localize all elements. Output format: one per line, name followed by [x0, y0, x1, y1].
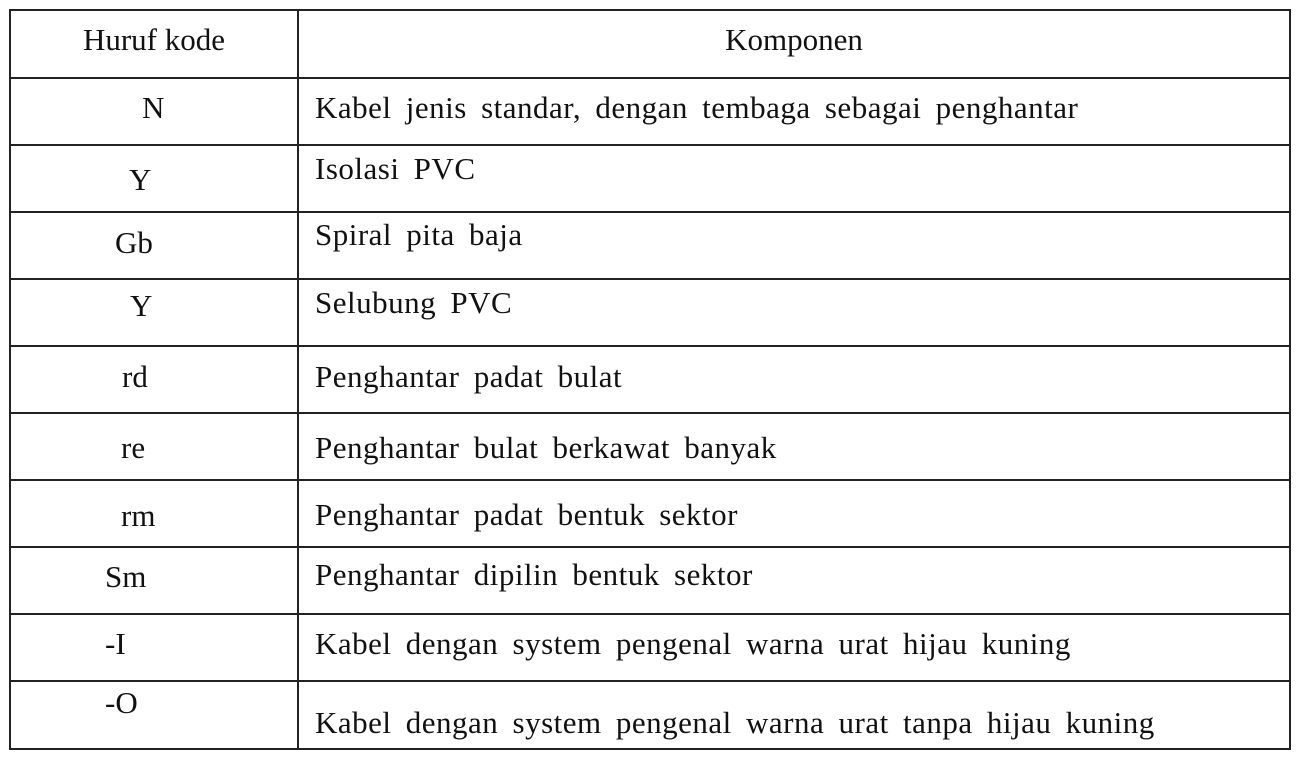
component-cell [298, 413, 1290, 480]
code-cell [10, 346, 298, 413]
component-cell [298, 78, 1290, 145]
code-text: -O [105, 685, 138, 720]
code-cell [10, 78, 298, 145]
header-component-label: Komponen [725, 22, 863, 57]
component-text: Penghantar dipilin bentuk sektor [315, 557, 753, 592]
code-text: Y [129, 162, 152, 197]
component-text: Penghantar padat bulat [315, 359, 623, 394]
table-row [10, 346, 1290, 413]
table-row [10, 681, 1290, 749]
table-row [10, 78, 1290, 145]
code-cell [10, 480, 298, 547]
table-header-row [10, 10, 1290, 78]
table-row [10, 480, 1290, 547]
component-text: Kabel dengan system pengenal warna urat tanpa hijau kuning [315, 705, 1155, 740]
component-cell [298, 681, 1290, 749]
component-cell [298, 212, 1290, 279]
table-row [10, 547, 1290, 614]
component-text: Isolasi PVC [315, 151, 476, 186]
component-text: Selubung PVC [315, 285, 513, 320]
component-cell [298, 547, 1290, 614]
component-cell [298, 145, 1290, 212]
table-row [10, 413, 1290, 480]
component-text: Spiral pita baja [315, 217, 523, 252]
header-code-label: Huruf kode [82, 22, 226, 57]
code-cell [10, 614, 298, 681]
component-text: Penghantar padat bentuk sektor [315, 497, 738, 532]
component-text: Kabel dengan system pengenal warna urat hijau kuning [315, 626, 1071, 661]
cable-code-table [9, 9, 1291, 750]
table-row [10, 279, 1290, 346]
code-text: Y [130, 288, 153, 323]
code-text: -I [105, 626, 126, 661]
code-cell [10, 279, 298, 346]
code-cell [10, 547, 298, 614]
table-row [10, 614, 1290, 681]
component-cell [298, 279, 1290, 346]
component-cell [298, 614, 1290, 681]
component-cell [298, 480, 1290, 547]
code-text: N [142, 90, 165, 125]
code-text: rm [121, 498, 156, 533]
table-row [10, 212, 1290, 279]
header-component [298, 10, 1290, 78]
code-cell [10, 413, 298, 480]
component-text: Penghantar bulat berkawat banyak [315, 430, 777, 465]
code-text: re [121, 430, 146, 465]
code-text: Gb [115, 225, 153, 260]
table-row [10, 145, 1290, 212]
code-cell [10, 145, 298, 212]
component-cell [298, 346, 1290, 413]
code-text: rd [122, 359, 148, 394]
code-cell [10, 681, 298, 749]
component-text: Kabel jenis standar, dengan tembaga sebagai penghantar [315, 90, 1079, 125]
code-text: Sm [105, 559, 147, 594]
code-cell [10, 212, 298, 279]
header-code [10, 10, 298, 78]
